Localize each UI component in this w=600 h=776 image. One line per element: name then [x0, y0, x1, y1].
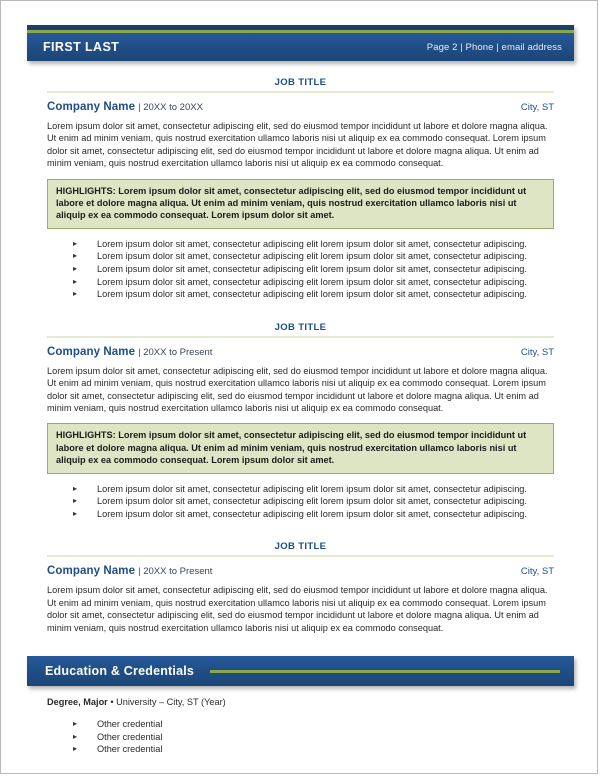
job-description: Lorem ipsum dolor sit amet, consectetur adipiscing elit, sed do eiusmod tempor incididunt ut labore et dolore magna aliqua. Ut enim ad minim veniam, quis nostrud exercitation ullamco laboris nisi ut aliquip ex ea commodo consequat. Lorem ipsum dolor sit amet, consectetur adipiscing elit, sed do eiusmod tempor incididunt ut labore et dolore magna aliqua. Ut enim ad minim veniam, quis nostrud exercitation ullamco laboris nisi ut aliquip ex ea commodo consequat.: [47, 365, 548, 414]
company-row: [47, 97, 554, 120]
degree-line: [47, 696, 554, 709]
header-contact-meta: Page 2 | Phone | email address: [426, 41, 562, 53]
list-item-label: Other credential: [97, 744, 163, 755]
job-block: [47, 541, 554, 634]
triangle-bullet-icon: ▸: [73, 496, 78, 506]
employment-dates: | 20XX to Present: [138, 346, 213, 358]
list-item-label: Lorem ipsum dolor sit amet, consectetur adipiscing elit lorem ipsum dolor sit amet, consectetur adipiscing.: [97, 483, 527, 494]
triangle-bullet-icon: ▸: [73, 251, 78, 261]
list-item: [73, 288, 554, 301]
list-item: [73, 718, 554, 731]
list-item: [73, 731, 554, 744]
candidate-name: FIRST LAST: [43, 40, 120, 54]
employment-dates: | 20XX to 20XX: [138, 102, 203, 113]
highlights-box: HIGHLIGHTS: Lorem ipsum dolor sit amet, consectetur adipiscing elit, sed do eiusmod tempor incididunt ut labore et dolore magna aliqua. Ut enim ad minim veniam, quis nostrud exercitation ullamco laboris nisi ut aliquip ex ea commodo consequat. Lorem ipsum dolor sit amet.: [47, 423, 554, 473]
achievement-list: [47, 238, 554, 301]
education-section-title: Education & Credentials: [45, 664, 195, 678]
company-left-group: [47, 561, 212, 579]
company-row: [47, 342, 554, 365]
job-block: [47, 322, 554, 521]
section-spacer: [47, 520, 554, 541]
list-item-label: Lorem ipsum dolor sit amet, consectetur adipiscing elit lorem ipsum dolor sit amet, consectetur adipiscing.: [97, 251, 527, 262]
triangle-bullet-icon: ▸: [73, 719, 78, 728]
list-item: [73, 263, 554, 276]
triangle-bullet-icon: ▸: [73, 289, 78, 299]
company-left-group: [47, 97, 203, 115]
job-block: [47, 77, 554, 301]
list-item: [73, 276, 554, 289]
job-title: JOB TITLE: [274, 321, 327, 333]
list-item-label: Other credential: [97, 731, 163, 742]
education-header-accent-line: [210, 670, 560, 673]
degree-institution: • University – City, ST (Year): [110, 697, 226, 707]
triangle-bullet-icon: ▸: [73, 731, 78, 741]
triangle-bullet-icon: ▸: [73, 238, 78, 248]
list-item: [73, 250, 554, 263]
education-body: [47, 696, 554, 756]
list-item-label: Lorem ipsum dolor sit amet, consectetur adipiscing elit lorem ipsum dolor sit amet, consectetur adipiscing.: [97, 276, 527, 287]
triangle-bullet-icon: ▸: [73, 483, 78, 493]
list-item: [73, 238, 554, 251]
company-location: City, ST: [520, 566, 554, 578]
education-section-header: [27, 656, 574, 686]
triangle-bullet-icon: ▸: [73, 264, 78, 274]
company-left-group: [47, 342, 212, 360]
section-spacer: [47, 301, 554, 322]
degree-major: Degree, Major: [47, 697, 108, 707]
page-header: [27, 25, 574, 61]
highlights-box: HIGHLIGHTS: Lorem ipsum dolor sit amet, consectetur adipiscing elit, sed do eiusmod tempor incididunt ut labore et dolore magna aliqua. Ut enim ad minim veniam, quis nostrud exercitation ullamco laboris nisi ut aliquip ex ea commodo consequat. Lorem ipsum dolor sit amet.: [47, 179, 554, 229]
list-item-label: Lorem ipsum dolor sit amet, consectetur adipiscing elit lorem ipsum dolor sit amet, consectetur adipiscing.: [97, 289, 527, 300]
company-location: City, ST: [520, 102, 554, 113]
job-description: Lorem ipsum dolor sit amet, consectetur adipiscing elit, sed do eiusmod tempor incididunt ut labore et dolore magna aliqua. Ut enim ad minim veniam, quis nostrud exercitation ullamco laboris nisi ut aliquip ex ea commodo consequat. Lorem ipsum dolor sit amet, consectetur adipiscing elit, sed do eiusmod tempor incididunt ut labore et dolore magna aliqua. Ut enim ad minim veniam, quis nostrud exercitation ullamco laboris nisi ut aliquip ex ea commodo consequat.: [47, 585, 548, 633]
job-title-divider: [47, 336, 554, 338]
company-row: [47, 561, 554, 584]
list-item-label: Other credential: [97, 719, 163, 729]
triangle-bullet-icon: ▸: [73, 744, 78, 754]
job-title: JOB TITLE: [274, 77, 327, 88]
education-header-bar: [27, 656, 574, 686]
experience-section: [47, 77, 554, 634]
company-name: Company Name: [47, 345, 136, 358]
job-title-divider: [47, 555, 554, 557]
list-item: [73, 743, 554, 756]
achievement-list: [47, 483, 554, 521]
credentials-list: [47, 718, 554, 756]
list-item: [73, 495, 554, 508]
company-name: Company Name: [47, 101, 136, 113]
header-bar: [27, 33, 574, 61]
job-description: Lorem ipsum dolor sit amet, consectetur adipiscing elit, sed do eiusmod tempor incididunt ut labore et dolore magna aliqua. Ut enim ad minim veniam, quis nostrud exercitation ullamco laboris nisi ut aliquip ex ea commodo consequat. Lorem ipsum dolor sit amet, consectetur adipiscing elit, sed do eiusmod tempor incididunt ut labore et dolore magna aliqua. Ut enim ad minim veniam, quis nostrud exercitation ullamco laboris nisi ut aliquip ex ea commodo consequat.: [47, 121, 548, 169]
list-item-label: Lorem ipsum dolor sit amet, consectetur adipiscing elit lorem ipsum dolor sit amet, consectetur adipiscing.: [97, 496, 527, 507]
list-item: [73, 508, 554, 521]
list-item-label: Lorem ipsum dolor sit amet, consectetur adipiscing elit lorem ipsum dolor sit amet, consectetur adipiscing.: [97, 238, 527, 249]
triangle-bullet-icon: ▸: [73, 276, 78, 286]
company-name: Company Name: [47, 565, 136, 578]
triangle-bullet-icon: ▸: [73, 508, 78, 518]
company-location: City, ST: [520, 346, 554, 358]
list-item: [73, 483, 554, 496]
list-item-label: Lorem ipsum dolor sit amet, consectetur adipiscing elit lorem ipsum dolor sit amet, consectetur adipiscing.: [97, 508, 527, 519]
job-title: JOB TITLE: [274, 541, 327, 553]
list-item-label: Lorem ipsum dolor sit amet, consectetur adipiscing elit lorem ipsum dolor sit amet, consectetur adipiscing.: [97, 264, 527, 275]
employment-dates: | 20XX to Present: [138, 566, 213, 578]
job-title-divider: [47, 91, 554, 93]
